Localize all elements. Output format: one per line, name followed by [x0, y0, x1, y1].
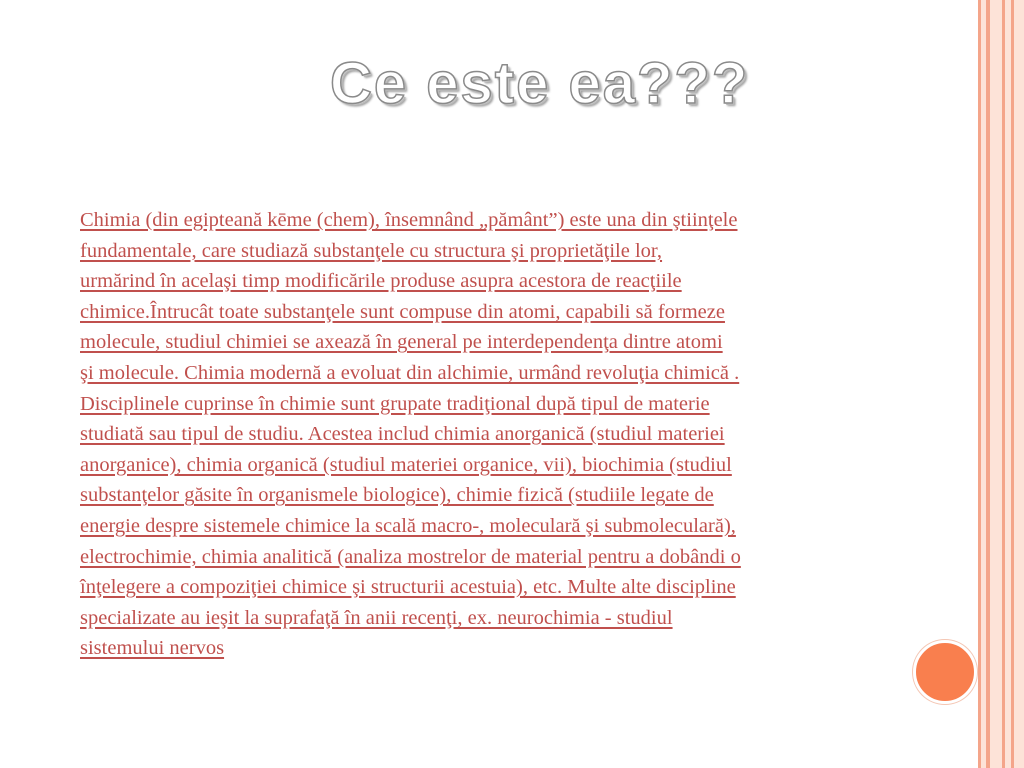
decorative-stripe: [1014, 0, 1024, 768]
body-line[interactable]: molecule, studiul chimiei se axează în general pe interdependenţa dintre atomi: [80, 331, 723, 354]
slide-title: Ce este ea???: [330, 51, 750, 116]
body-line[interactable]: sistemului nervos: [80, 637, 225, 660]
body-line[interactable]: Disciplinele cuprinse în chimie sunt grupate tradiţional după tipul de materie: [80, 392, 710, 415]
body-line[interactable]: specializate au ieşit la suprafaţă în anii recenţi, ex. neurochimia - studiul: [80, 606, 673, 629]
body-line[interactable]: studiată sau tipul de studiu. Acestea includ chimia anorganică (studiul materiei: [80, 423, 725, 446]
decorative-circle: [913, 640, 977, 704]
body-line[interactable]: chimice.Întrucât toate substanţele sunt compuse din atomi, capabili să formeze: [80, 300, 725, 323]
body-line[interactable]: substanţelor găsite în organismele biologice), chimie fizică (studiile legate de: [80, 484, 714, 507]
body-line[interactable]: anorganice), chimia organică (studiul materiei organice, vii), biochimia (studiul: [80, 453, 732, 476]
body-line[interactable]: şi molecule. Chimia modernă a evoluat din alchimie, urmând revoluţia chimică .: [80, 361, 740, 384]
body-line[interactable]: energie despre sistemele chimice la scală macro-, moleculară şi submoleculară),: [80, 514, 736, 537]
decorative-stripe: [990, 0, 1002, 768]
body-line[interactable]: înţelegere a compoziţiei chimice şi structurii acestuia), etc. Multe alte discipline: [80, 576, 736, 599]
body-line[interactable]: Chimia (din egipteană kēme (chem), însemnând „pământ”) este una din ştiinţele: [80, 209, 738, 231]
body-hyperlink-text[interactable]: [80, 205, 920, 664]
body-line[interactable]: electrochimie, chimia analitică (analiza mostrelor de material pentru a dobândi o: [80, 545, 741, 568]
body-line[interactable]: urmărind în acelaşi timp modificările produse asupra acestora de reacţiile: [80, 270, 682, 293]
body-line[interactable]: fundamentale, care studiază substanţele cu structura şi proprietăţile lor,: [80, 239, 663, 262]
